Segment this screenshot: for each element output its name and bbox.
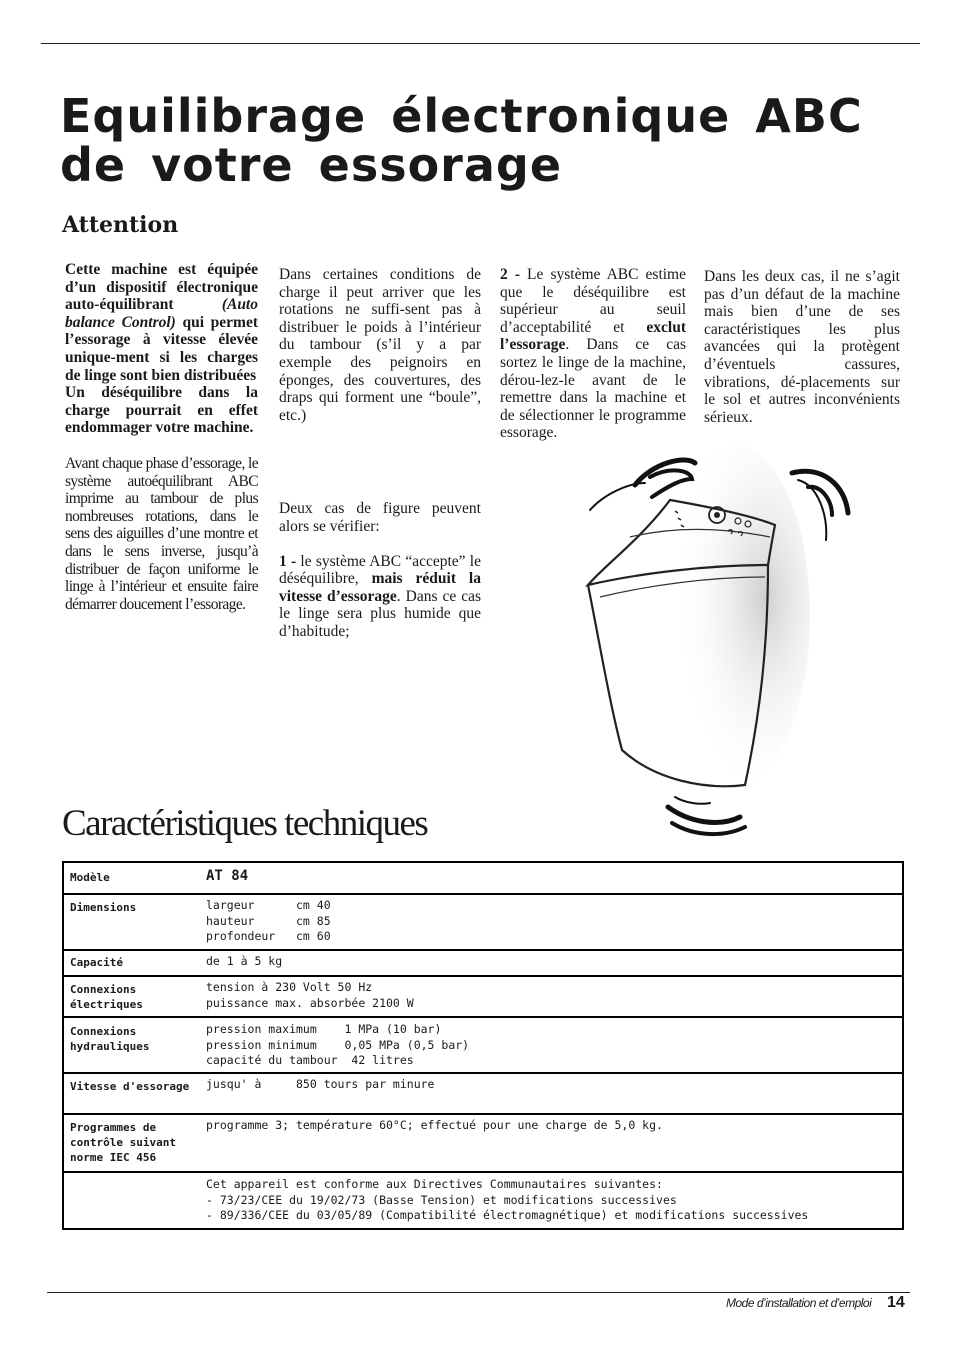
vibration-lines-icon: [668, 807, 740, 822]
row-value: largeur cm 40 hauteur cm 85 profondeur cm 60: [206, 898, 331, 943]
row-label: Programmes de contrôle suivant norme IEC 456: [70, 1121, 176, 1164]
table-row: [64, 975, 902, 1017]
text-column-1: [65, 261, 258, 613]
paragraph: 1 - le système ABC “accepte” le déséquilibre, mais réduit la vitesse d’essorage. Dans ce cas le linge sera plus humide que d’habitude;: [279, 552, 481, 640]
paragraph: 2 - Le système ABC estime que le déséquilibre est supérieur au seuil d’acceptabilité et exclut l’essorage. Dans ce cas sortez le linge de la machine, dérou-lez-le avant de le remettre dans la machine et de sélectionner le programme essorage.: [500, 266, 686, 442]
table-row: [64, 1113, 902, 1173]
paragraph: Un déséquilibre dans la charge pourrait en effet endommager votre machine.: [65, 384, 258, 437]
row-label: Dimensions: [70, 901, 137, 914]
row-value: AT 84: [206, 868, 249, 884]
text-column-3: [500, 266, 686, 442]
row-value: pression maximum 1 MPa (10 bar) pression minimum 0,05 MPa (0,5 bar) capacité du tambour 42 litres: [206, 1022, 470, 1067]
machine-shadow: [660, 445, 810, 785]
row-value: jusqu' à 850 tours par minure: [206, 1077, 435, 1091]
paragraph: Avant chaque phase d’essorage, le système autoéquilibrant ABC imprime au tambour de plus nombreuses rotations, dans le sens des aiguilles d’une montre et dans le sens inverse, jusqu’à distribuer de façon uniforme le linge à l’intérieur et ensuite faire démarrer doucement l’essorage.: [65, 454, 258, 613]
table-row: [64, 863, 902, 893]
row-value: de 1 à 5 kg: [206, 954, 283, 968]
row-value: programme 3; température 60°C; effectué pour une charge de 5,0 kg.: [206, 1118, 663, 1132]
footer-text: Mode d’installation et d’emploi: [726, 1296, 872, 1310]
paragraph: Dans certaines conditions de charge il peut arriver que les rotations ne suffi-sent pas à distribuer le poids à l’intérieur du tambour (s’il y a par exemple des peignoirs en éponges, des couvertures, des draps qui forment une “boule”, etc.): [279, 266, 481, 424]
row-value: Cet appareil est conforme aux Directives Communautaires suivantes: - 73/23/CEE du 19/02/73 (Basse Tension) et modifications successives - 89/336/CEE du 03/05/89 (Compatibilité électromagnétique) et modifications successives: [206, 1177, 809, 1222]
table-row: [64, 893, 902, 950]
row-label: Modèle: [70, 871, 110, 884]
paragraph: Deux cas de figure peuvent alors se vérifier:: [279, 500, 481, 535]
text-column-4: [704, 268, 900, 426]
paragraph: Dans les deux cas, il ne s’agit pas d’un défaut de la machine mais bien d’une de ses caractéristiques les plus avancées qui la protègent d’éventuels cassures, vibrations, dé-placements sur le sol et autres inconvénients sérieux.: [704, 268, 900, 426]
table-row: [64, 949, 902, 976]
row-label: Connexions hydrauliques: [70, 1025, 150, 1053]
paragraph: Cette machine est équipée d’un dispositif électronique auto-équilibrant (Auto balance Control) qui permet l’essorage à vitesse élevée unique-ment si les charges de linge sont bien distribuées: [65, 261, 258, 384]
page-title: Equilibrage électronique ABC de votre essorage: [60, 89, 863, 192]
table-row: [64, 1171, 902, 1230]
washing-machine-illustration: [560, 445, 954, 845]
table-row: [64, 1072, 902, 1114]
specifications-table: [62, 861, 904, 1230]
text-column-2: [279, 266, 481, 641]
section-title-specifications: Caractéristiques techniques: [62, 803, 428, 844]
top-rule: [41, 43, 920, 44]
bottom-rule: [47, 1292, 910, 1293]
section-subtitle-attention: Attention: [62, 212, 179, 238]
row-label: Capacité: [70, 956, 123, 969]
row-label: Connexions électriques: [70, 983, 143, 1011]
row-value: tension à 230 Volt 50 Hz puissance max. absorbée 2100 W: [206, 980, 414, 1010]
table-row: [64, 1016, 902, 1073]
row-label: Vitesse d'essorage: [70, 1080, 190, 1093]
page-number: 14: [887, 1294, 905, 1311]
